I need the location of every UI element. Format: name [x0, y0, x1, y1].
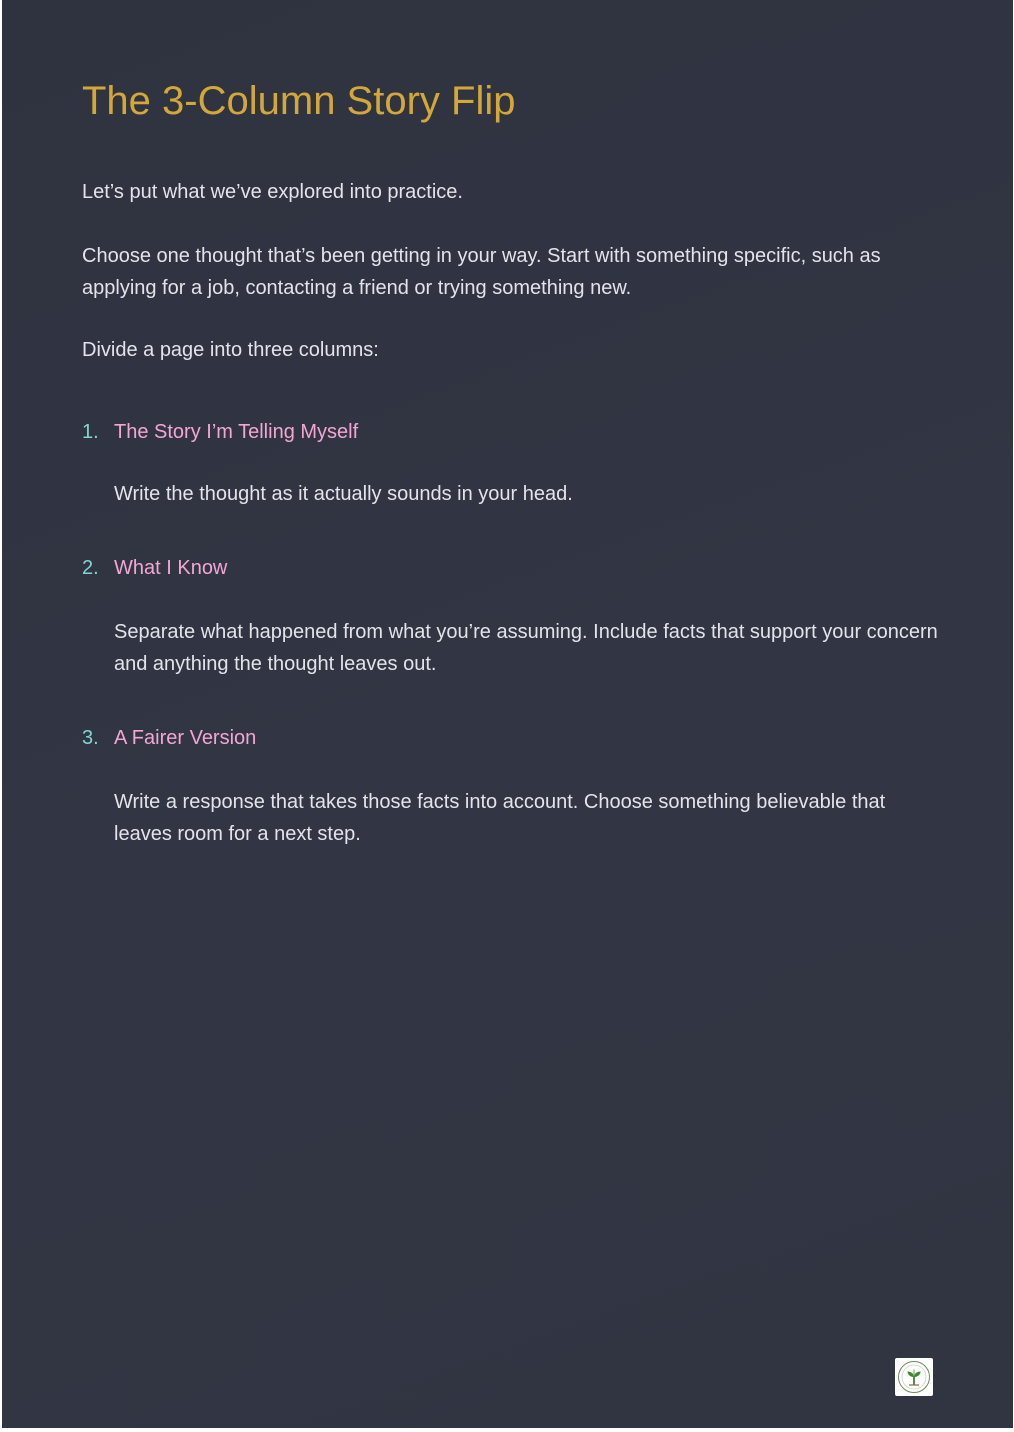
step-title: A Fairer Version: [114, 727, 257, 749]
step-number: 2.: [82, 557, 99, 579]
step-description: Write a response that takes those facts into account. Choose something believable that leaves room for a next step.: [114, 791, 886, 845]
step-title: The Story I’m Telling Myself: [114, 421, 359, 443]
step-header: [82, 722, 942, 754]
page-title: The 3-Column Story Flip: [82, 79, 516, 123]
page: [2, 0, 1013, 1428]
step-header: [82, 416, 942, 448]
step-header: [82, 552, 942, 584]
intro-paragraph: Let’s put what we’ve explored into practice.: [82, 181, 463, 203]
step-description: Separate what happened from what you’re assuming. Include facts that support your concern and anything the thought leaves out.: [114, 621, 938, 675]
instruction-paragraph: Choose one thought that’s been getting in your way. Start with something specific, such as applying for a job, contacting a friend or trying something new.: [82, 245, 881, 299]
step-number: 1.: [82, 421, 99, 443]
list-item: [82, 552, 942, 680]
list-item: [82, 722, 942, 850]
list-item: [82, 416, 942, 510]
sprout-seal-icon: [897, 1360, 931, 1394]
step-number: 3.: [82, 727, 99, 749]
logo: [895, 1358, 933, 1396]
columns-paragraph: Divide a page into three columns:: [82, 339, 379, 361]
step-title: What I Know: [114, 557, 228, 579]
step-description: Write the thought as it actually sounds in your head.: [114, 483, 573, 505]
